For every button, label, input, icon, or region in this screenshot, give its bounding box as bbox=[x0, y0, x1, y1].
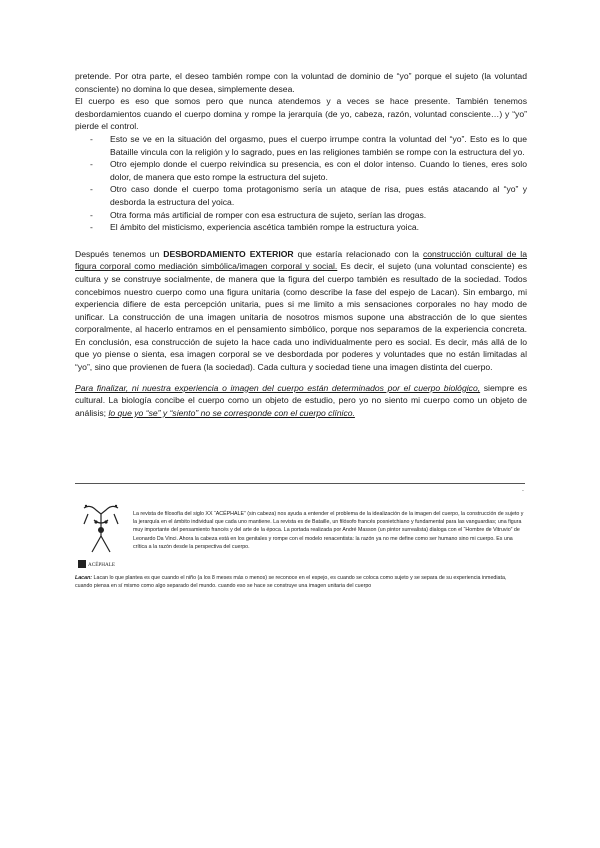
lacan-note: Lacan: Lacan lo que plantea es que cuando el niño (a los 8 meses más o menos) se reconoce en el espejo, es cuando se coloca como sujeto y se separa de su experiencia inmediata, cuando piensa en sí mismo como algo separado del mundo. cuando eso se hace se construye una imagen unitaria del cuerpo bbox=[75, 575, 507, 590]
footnote-dot: . bbox=[522, 486, 524, 493]
list-item: - Otra forma más artificial de romper con esa estructura de sujeto, serían las drogas. bbox=[90, 209, 427, 220]
lacan-label: Lacan: bbox=[75, 575, 93, 581]
list-item: - Otro ejemplo donde el cuerpo reivindica su presencia, es con el dolor intenso. Cuando lo tienes, eres solo dolor, de manera que esto rompe la estructura del sujeto. bbox=[90, 159, 527, 182]
acephale-logo bbox=[76, 500, 126, 570]
divider bbox=[75, 483, 525, 484]
image-caption: La revista de filosofía del siglo XX “ACÉPHALE” (sin cabeza) nos ayuda a entender el problema de la idealización de la imagen del cuerpo, la construcción de sujeto y la jerarquía en el ámbito individual que cada uno mantiene. La revista es de Bataille, un filósofo francés posnietchiano y fundamental para las vanguardias; una figura muy importante del pensamiento francés y del arte de la época. La portada realizada por André Masson (un pintor surrealista) dialoga con el “Hombre de Vitruvio” de Leonardo Da Vinci. Ahora la cabeza está en los genitales y rompe con el modelo renacentista: la razón ya no me define como ser humano sino mi cuerpo. Es una crítica a la razón desde la perspectiva del cuerpo. bbox=[133, 511, 524, 550]
keyword-desbordamiento: DESBORDAMIENTO EXTERIOR bbox=[163, 248, 294, 259]
paragraph-3: Después tenemos un DESBORDAMIENTO EXTERIOR que estaría relacionado con la construcción cultural de la figura corporal como mediación simbólica/imagen corporal y social. Es decir, el sujeto (una voluntad consciente) es cultura y se construye socialmente, de manera que la figura del cuerpo también es resultado de la sociedad. Todos concebimos nuestro cuerpo como una figura unitaria (como describe la fase del espejo de Lacan). Sin embargo, mi experiencia difiere de esta percepción unitaria, pues si me limito a mis sensaciones corporales no hay modo de unificar. La construcción de una imagen unitaria de nosotros mismos supone una abstracción de lo que sientes corporalmente, al hacerlo entramos en el pensamiento simbólico, porque nos separamos de la experiencia concreta. En conclusión, esa construcción de sujeto la hace cada uno individualmente pero es social. Es decir, más allá de lo que yo piense o sienta, esa imagen corporal se ve desbordada por poderes y voluntades que no están limitadas al “yo”, sino que provienen de fuera (la sociedad). Cada cultura y sociedad tiene una imagen distinta del cuerpo. bbox=[75, 248, 527, 373]
list-item: - El ámbito del misticismo, experiencia ascética también rompe la estructura yoica. bbox=[90, 222, 420, 233]
logo-caption: ACÉPHALE bbox=[88, 562, 116, 568]
list-item: - Otro caso donde el cuerpo toma protagonismo sería un ataque de risa, pues estás atacando al “yo” y desborda la estructura del yoica. bbox=[90, 184, 527, 207]
paragraph-2: El cuerpo es eso que somos pero que nunca atendemos y a veces se hace presente. También tenemos desbordamientos cuando el cuerpo domina y rompe la jerarquía (de yo, cabeza, razón, voluntad consciente…) y “yo” pierde el control. bbox=[75, 96, 527, 132]
bullet-list bbox=[75, 133, 527, 234]
list-item: - Esto se ve en la situación del orgasmo, pues el cuerpo irrumpe contra la voluntad del “yo”. Esto es lo que Bataille vincula con la religión y lo sagrado, pues en las religiones también se rompe con la estructura del yo. bbox=[90, 133, 527, 157]
document-body bbox=[75, 70, 527, 419]
paragraph-4: Para finalizar, ni nuestra experiencia o imagen del cuerpo están determinados por el cuerpo biológico, siempre es cultural. La biología concibe el cuerpo como un objeto de estudio, pero yo no siento mi cuerpo como un objeto de análisis; lo que yo “se” y “siento” no se corresponde con el cuerpo clínico. bbox=[75, 382, 528, 418]
paragraph-1: pretende. Por otra parte, el deseo también rompe con la voluntad de dominio de “yo” porque el sujeto (la voluntad consciente) no domina lo que desea, simplemente desea. bbox=[75, 71, 527, 94]
